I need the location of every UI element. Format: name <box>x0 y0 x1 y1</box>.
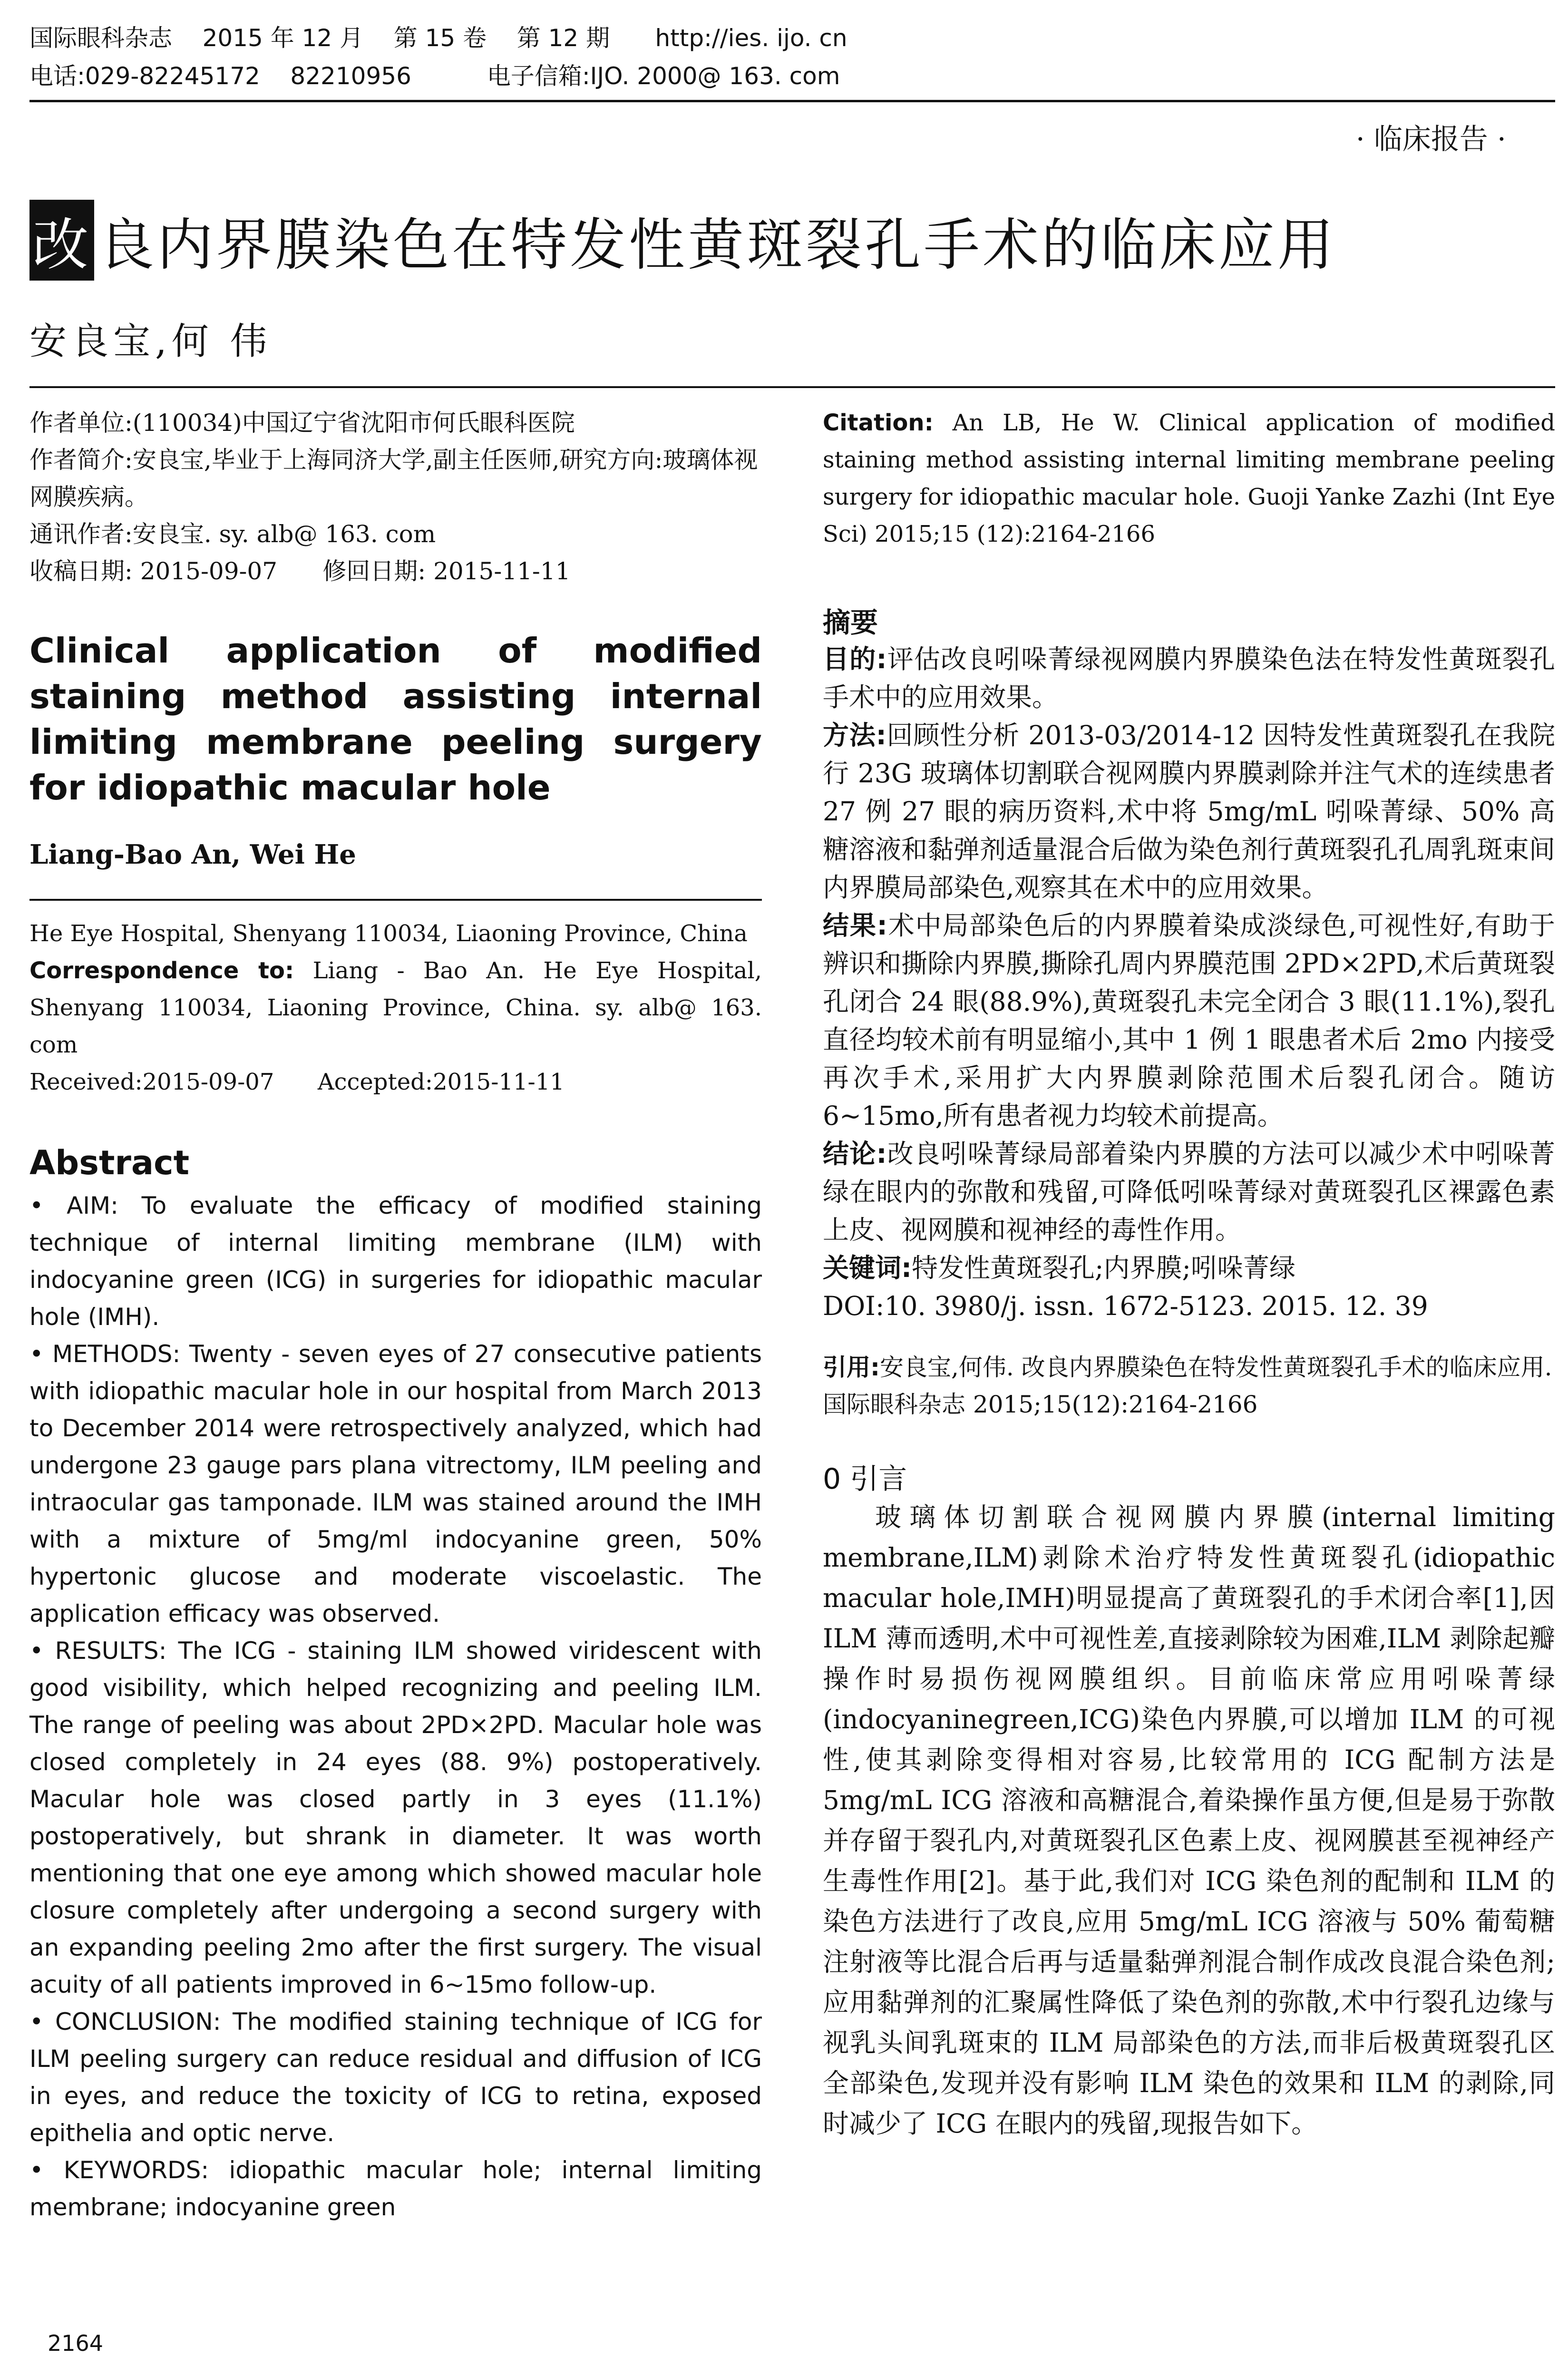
abstract-conclusion: • CONCLUSION: The modified staining technique of ICG for ILM peeling surgery can reduce residual and diffusion of ICG in eyes, and reduce the toxicity of ICG to retina, exposed epithelia and optic nerve. <box>29 2008 762 2147</box>
left-column <box>29 404 762 2226</box>
cn-keywords-text: 特发性黄斑裂孔;内界膜;吲哚菁绿 <box>912 1253 1296 1283</box>
intro-paragraph: 玻璃体切割联合视网膜内界膜(internal limiting membrane,ILM)剥除术治疗特发性黄斑裂孔(idiopathic macular hole,IMH)明显提高了黄斑裂孔的手术闭合率[1],因 ILM 薄而透明,术中可视性差,直接剥除较为困难,ILM 剥除起瓣操作时易损伤视网膜组织。目前临床常应用吲哚菁绿(indocyaninegreen,ICG)染色内界膜,可以增加 ILM 的可视性,使其剥除变得相对容易,比较常用的 ICG 配制方法是 5mg/mL ICG 溶液和高糖混合,着染操作虽方便,但是易于弥散并存留于裂孔内,对黄斑裂孔区色素上皮、视网膜甚至视神经产生毒性作用[2]。基于此,我们对 ICG 染色剂的配制和 ILM 的染色方法进行了改良,应用 5mg/mL ICG 溶液与 50% 葡萄糖注射液等比混合后再与适量黏弹剂混合制作成改良混合染色剂;应用黏弹剂的汇聚属性降低了染色剂的弥散,术中行裂孔边缘与视乳头间乳斑束的 ILM 局部染色的方法,而非后极黄斑裂孔区全部染色,发现并没有影响 ILM 染色的效果和 ILM 的剥除,同时减少了 ICG 在眼内的残留,现报告如下。 <box>823 1502 1555 2139</box>
received-dates: 收稿日期: 2015-09-07 修回日期: 2015-11-11 <box>29 557 571 585</box>
abstract-aim: • AIM: To evaluate the efficacy of modified staining technique of internal limiting membrane (ILM) with indocyanine green (ICG) in surgeries for idiopathic macular hole (IMH). <box>29 1192 762 1331</box>
citation-cn-text: 安良宝,何伟. 改良内界膜染色在特发性黄斑裂孔手术的临床应用. 国际眼科杂志 2015;15(12):2164-2166 <box>823 1354 1552 1418</box>
author-unit: 作者单位:(110034)中国辽宁省沈阳市何氏眼科医院 <box>29 409 575 437</box>
abstract-keywords: • KEYWORDS: idiopathic macular hole; internal limiting membrane; indocyanine green <box>29 2156 762 2221</box>
correspondence <box>29 952 762 1063</box>
cn-methods-label: 方法: <box>823 720 886 750</box>
citation-label: Citation: <box>823 409 934 436</box>
english-authors-divider <box>29 899 762 901</box>
cn-keywords-label: 关键词: <box>823 1253 912 1283</box>
cn-conclusion <box>823 1135 1555 1249</box>
cn-conclusion-label: 结论: <box>823 1139 887 1169</box>
page-number: 2164 <box>48 2330 104 2356</box>
english-authors: Liang-Bao An, Wei He <box>29 839 356 870</box>
affiliation <box>29 915 762 1101</box>
article-title <box>29 200 1336 281</box>
correspondence-text: Liang - Bao An. He Eye Hospital, Shenyang 110034, Liaoning Province, China. sy. alb@ 163. com <box>29 957 762 1058</box>
authors-divider <box>29 386 1555 388</box>
cn-aim-label: 目的: <box>823 644 887 674</box>
citation-cn-label: 引用: <box>823 1354 880 1381</box>
intro-heading: 0 引言 <box>823 1462 907 1496</box>
author-meta <box>29 404 762 590</box>
header-line-1: 国际眼科杂志 2015 年 12 月 第 15 卷 第 12 期 http://ies. ijo. cn <box>29 24 847 52</box>
author-bio: 作者简介:安良宝,毕业于上海同济大学,副主任医师,研究方向:玻璃体视网膜疾病。 <box>29 446 758 511</box>
cn-results-text: 术中局部染色后的内界膜着染成淡绿色,可视性好,有助于辨识和撕除内界膜,撕除孔周内界膜范围 2PD×2PD,术后黄斑裂孔闭合 24 眼(88.9%),黄斑裂孔未完全闭合 3 眼(11.1%),裂孔直径均较术前有明显缩小,其中 1 例 1 眼患者术后 2mo 内接受再次手术,采用扩大内界膜剥除范围术后裂孔闭合。随访 6~15mo,所有患者视力均较术前提高。 <box>823 910 1556 1131</box>
affiliation-line: He Eye Hospital, Shenyang 110034, Liaoning Province, China <box>29 920 748 947</box>
abstract-results: • RESULTS: The ICG - staining ILM showed viridescent with good visibility, which helped recognizing and peeling ILM. The range of peeling was about 2PD×2PD. Macular hole was closed completely in 24 eyes (88. 9%) postoperatively. Macular hole was closed partly in 3 eyes (11.1%) postoperatively, but shrank in diameter. It was worth mentioning that one eye among which showed macular hole closure completely after undergoing a second surgery with an expanding peeling 2mo after the first surgery. The visual acuity of all patients improved in 6~15mo follow-up. <box>29 1637 762 1998</box>
cn-methods-text: 回顾性分析 2013-03/2014-12 因特发性黄斑裂孔在我院行 23G 玻璃体切割联合视网膜内界膜剥除并注气术的连续患者 27 例 27 眼的病历资料,术中将 5mg/mL 吲哚菁绿、50% 高糖溶液和黏弹剂适量混合后做为染色剂行黄斑裂孔孔周乳斑束间内界膜局部染色,观察其在术中的应用效果。 <box>823 720 1556 903</box>
citation-cn <box>823 1349 1555 1423</box>
cn-results <box>823 906 1555 1135</box>
right-column <box>823 404 1555 2144</box>
section-tag: · 临床报告 · <box>1355 123 1506 156</box>
title-first-char: 改 <box>29 200 94 281</box>
citation-en <box>823 404 1555 553</box>
english-title: Clinical application of modified staining method assisting internal limiting membrane peeling surgery for idiopathic macular hole <box>29 631 762 808</box>
english-dates: Received:2015-09-07 Accepted:2015-11-11 <box>29 1069 565 1095</box>
cn-methods <box>823 716 1555 906</box>
cn-aim-text: 评估改良吲哚菁绿视网膜内界膜染色法在特发性黄斑裂孔手术中的应用效果。 <box>823 644 1555 712</box>
cn-results-label: 结果: <box>823 910 887 941</box>
header-divider <box>29 100 1555 102</box>
correspondence-label: Correspondence to: <box>29 957 294 984</box>
title-text: 良内界膜染色在特发性黄斑裂孔手术的临床应用 <box>98 212 1337 278</box>
authors-cn: 安良宝,何 伟 <box>29 320 272 363</box>
cn-conclusion-text: 改良吲哚菁绿局部着染内界膜的方法可以减少术中吲哚菁绿在眼内的弥散和残留,可降低吲哚菁绿对黄斑裂孔区裸露色素上皮、视网膜和视神经的毒性作用。 <box>823 1139 1555 1245</box>
citation-text: An LB, He W. Clinical application of modified staining method assisting internal limiting membrane peeling surgery for idiopathic macular hole. Guoji Yanke Zazhi (Int Eye Sci) 2015;15 (12):2164-2166 <box>823 409 1555 547</box>
header-line-2: 电话:029-82245172 82210956 电子信箱:IJO. 2000@ 163. com <box>29 62 840 90</box>
abstract-methods: • METHODS: Twenty - seven eyes of 27 consecutive patients with idiopathic macular hole in our hospital from March 2013 to December 2014 were retrospectively analyzed, which had undergone 23 gauge pars plana vitrectomy, ILM peeling and intraocular gas tamponade. ILM was stained around the IMH with a mixture of 5mg/ml indocyanine green, 50% hypertonic glucose and moderate viscoelastic. The application efficacy was observed. <box>29 1340 762 1627</box>
cn-abstract-heading: 摘要 <box>823 606 878 639</box>
cn-aim <box>823 640 1555 716</box>
corresponding-author: 通讯作者:安良宝. sy. alb@ 163. com <box>29 520 436 548</box>
doi: DOI:10. 3980/j. issn. 1672-5123. 2015. 12. 39 <box>823 1291 1428 1321</box>
cn-keywords <box>823 1249 1555 1287</box>
abstract-heading: Abstract <box>29 1143 190 1182</box>
journal-header <box>29 19 1551 95</box>
